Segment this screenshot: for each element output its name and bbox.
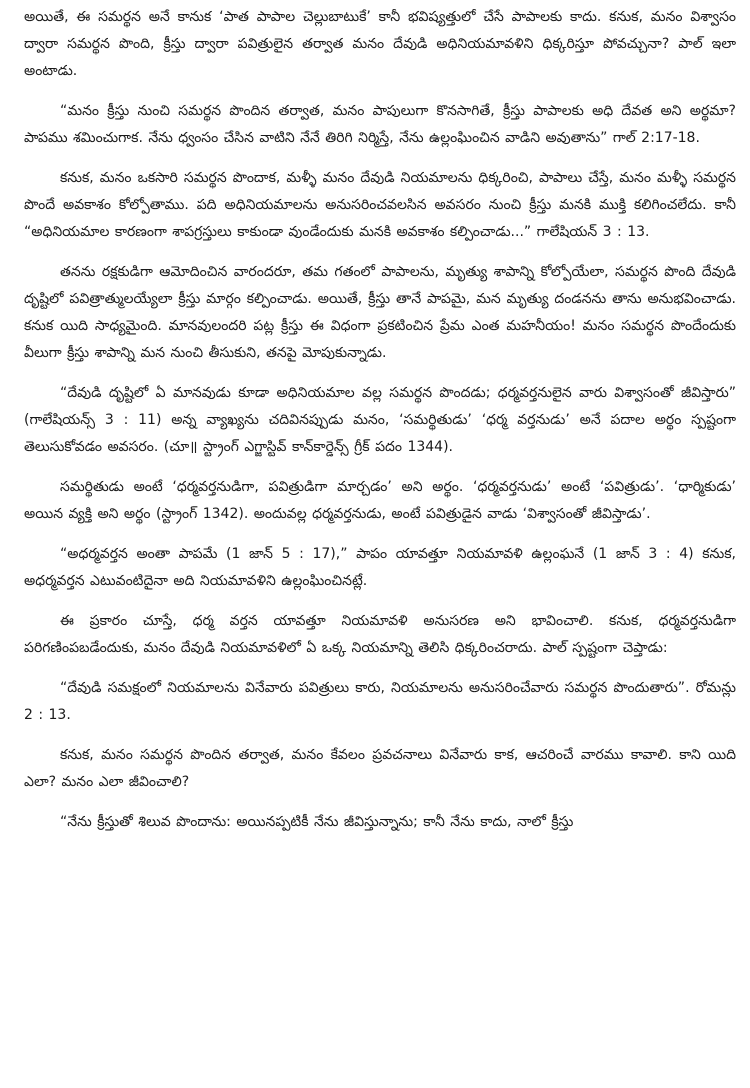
paragraph-doers-not-hearers: కనుక, మనం సమర్థన పొందిన తర్వాత, మనం కేవలం ప్రవచనాలు వినేవారు కాక, ఆచరించే వారము కావాలి. కాని యిది ఎలా? మనం ఎలా జీవించాలి? [24,747,736,790]
paragraph-righteousness-law: ఈ ప్రకారం చూస్తే, ధర్మ వర్తన యావత్తూ నియమావళి అనుసరణ అని భావించాలి. కనుక, ధర్మవర్తనుడిగా పరిగణింపబడేందుకు, మనం దేవుడి నియమావళిలో ఏ ఒక్క నియమాన్ని తెలిసి ధిక్కరించరాదు. పాల్ స్పష్టంగా చెప్తాడు: [24,613,736,656]
paragraph-justified-meaning: సమర్థితుడు అంటే ‘ధర్మవర్తనుడిగా, పవిత్రుడిగా మార్చడం’ అని అర్థం. ‘ధర్మవర్తనుడు’ అంటే ‘పవిత్రుడు’. ‘ధార్మికుడు’ అయిన వ్యక్తి అని అర్థం (స్ట్రాంగ్ 1342). అందువల్ల ధర్మవర్తనుడు, అంటే పవిత్రుడైన వాడు ‘విశ్వాసంతో జీవిస్తాడు’. [24,479,736,522]
paragraph-quote-romans-2-13: “దేవుడి సమక్షంలో నియమాలను వినేవారు పవిత్రులు కారు, నియమాలను అనుసరించేవారు సమర్థన పొందుతారు”. రోమన్లు 2 : 13. [24,680,736,723]
paragraph-christ-saviour: తనను రక్షకుడిగా ఆమోదించిన వారందరూ, తమ గతంలో పాపాలను, మృత్యు శాపాన్ని కోల్పోయేలా, సమర్థన పొంది దేవుడి దృష్టిలో పవిత్రాత్ములయ్యేలా క్రీస్తు మార్గం కల్పించాడు. అయితే, క్రీస్తు తానే పాపమై, మన మృత్యు దండనను తాను అనుభవించాడు. కనుక యిది సాధ్యమైంది. మానవులందరి పట్ల క్రీస్తు ఈ విధంగా ప్రకటించిన ప్రేమ ఎంత మహనీయం! మనం సమర్థన పొందేందుకు వీలుగా క్రీస్తు శాపాన్ని మన నుంచి తీసుకుని, తనపై మోపుకున్నాడు. [24,264,736,361]
paragraph-quote-1-john: “అధర్మవర్తన అంతా పాపమే (1 జాన్ 5 : 17),” పాపం యావత్తూ నియమావళి ఉల్లంఘనే (1 జాన్ 3 : 4) కనుక, అధర్మవర్తన ఎటువంటిదైనా అది నియమావళిని ఉల్లంఘించినట్లే. [24,546,736,589]
paragraph-quote-galatians-2-17: “మనం క్రీస్తు నుంచి సమర్థన పొందిన తర్వాత, మనం పాపులుగా కొనసాగితే, క్రీస్తు పాపాలకు అధి దేవత అని అర్థమా? పాపము శమించుగాక. నేను ధ్వంసం చేసిన వాటిని నేనే తిరిగి నిర్మిస్తే, నేను ఉల్లంఘించిన వాడిని అవుతాను” గాల్ 2:17-18. [24,103,736,146]
paragraph-quote-crucified-with-christ: “నేను క్రీస్తుతో శిలువ పొందాను: అయినప్పటికీ నేను జీవిస్తున్నాను; కానీ నేను కాదు, నాలో క్రీస్తు [60,814,574,830]
paragraph-continuation: అయితే, ఈ సమర్థన అనే కానుక ‘పాత పాపాల చెల్లుబాటుకే’ కానీ భవిష్యత్తులో చేసే పాపాలకు కాదు. కనుక, మనం విశ్వాసం ద్వారా సమర్థన పొంది, క్రీస్తు ద్వారా పవిత్రులైన తర్వాత మనం దేవుడి అధినియమావళిని ధిక్కరిస్తూ పోవచ్చునా? పాల్ ఇలా అంటాడు. [24,9,736,79]
paragraph-justification-lost: కనుక, మనం ఒకసారి సమర్థన పొందాక, మళ్ళీ మనం దేవుడి నియమాలను ధిక్కరించి, పాపాలు చేస్తే, మనం మళ్ళీ సమర్థన పొందే అవకాశం కోల్పోతాము. పది అధినియమాలను అనుసరించవలసిన అవసరం నుంచి క్రీస్తు మనకి ముక్తి కలిగించలేదు. కానీ “అధినియమాల కారణంగా శాపగ్రస్తులు కాకుండా వుండేందుకు మనకి అవకాశం కల్పించాడు...” గాలేషియన్ 3 : 13. [24,170,736,240]
paragraph-quote-galatians-3-11: “దేవుడి దృష్టిలో ఏ మానవుడు కూడా అధినియమాల వల్ల సమర్థన పొందడు; ధర్మవర్తనులైన వారు విశ్వాసంతో జీవిస్తారు” (గాలేషియన్స్ 3 : 11) అన్న వ్యాఖ్యను చదివినప్పుడు మనం, ‘సమర్థితుడు’ ‘ధర్మ వర్తనుడు’ అనే పదాల అర్థం స్పష్టంగా తెలుసుకోవడం అవసరం. (చూ॥ స్ట్రాంగ్ ఎగ్జాస్టివ్ కాన్‌కార్డెన్స్ గ్రీక్ పదం 1344). [24,385,736,455]
